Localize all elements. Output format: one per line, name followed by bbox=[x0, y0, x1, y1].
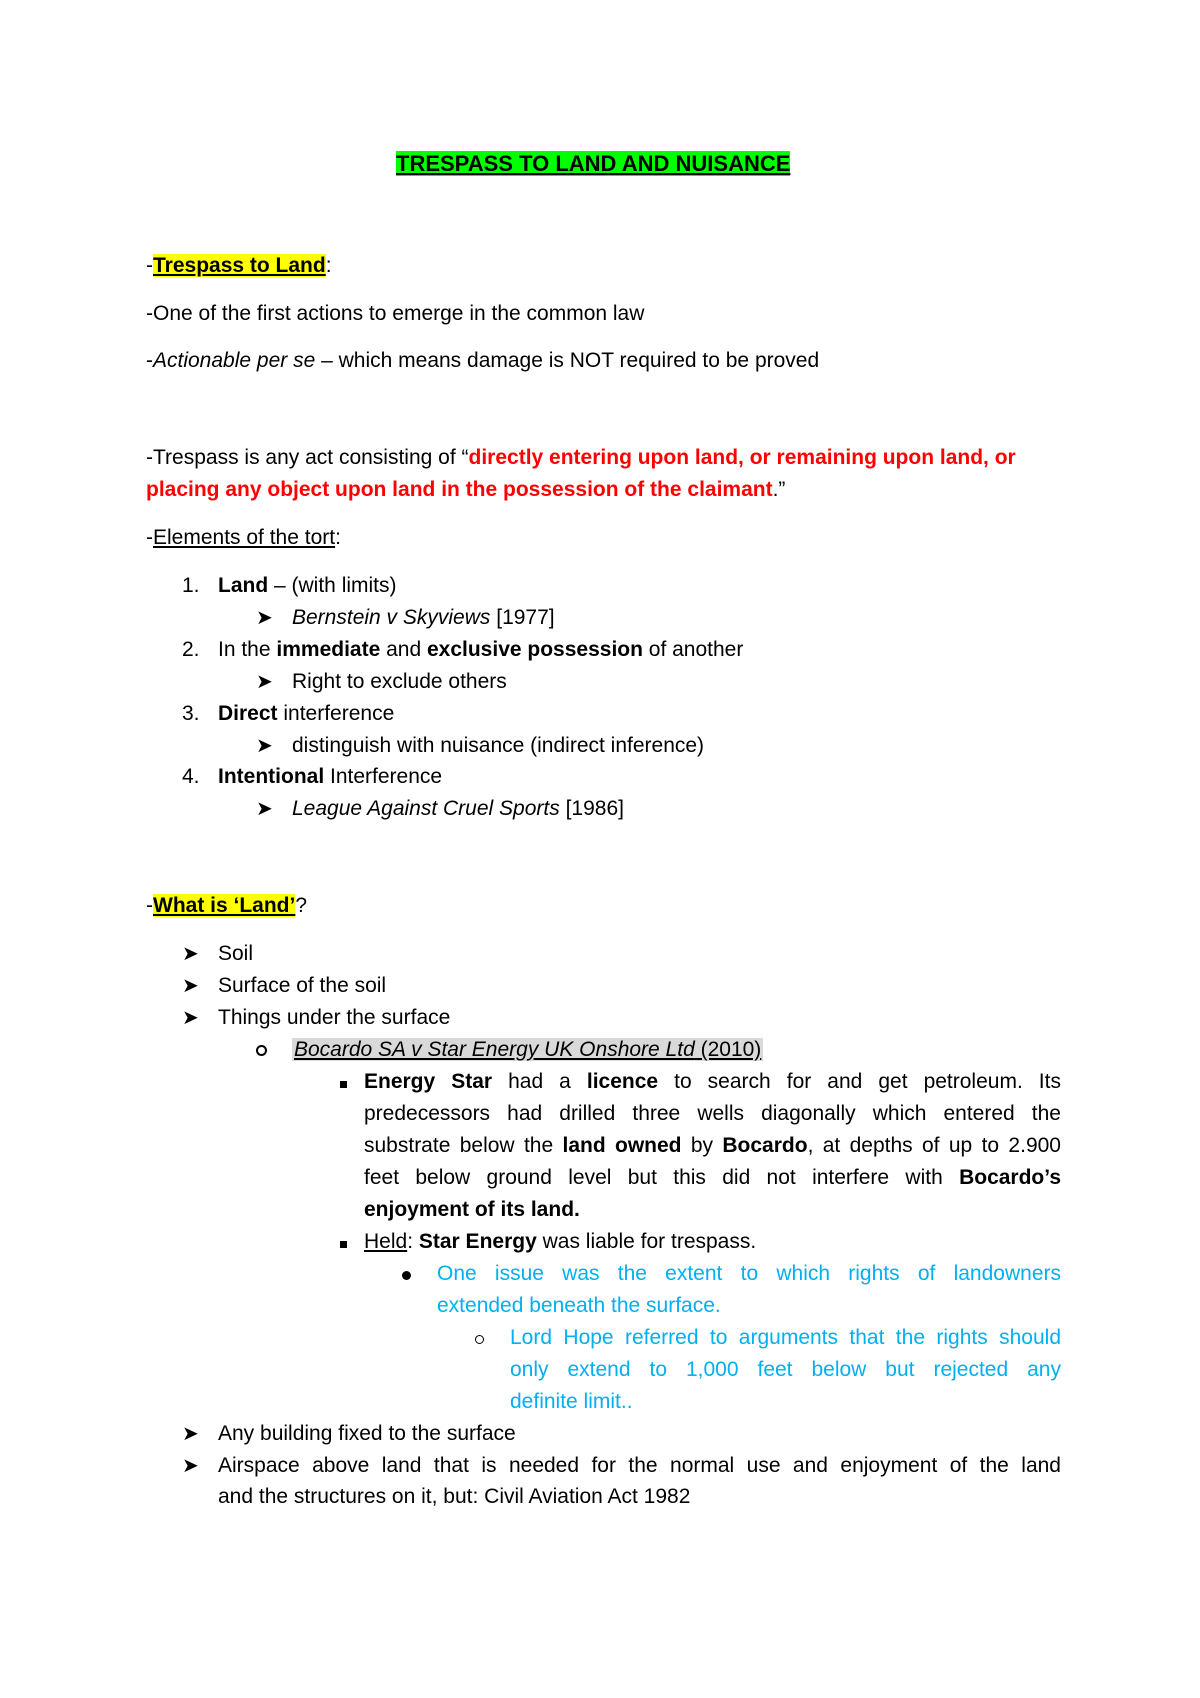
heading-text: Elements of the tort bbox=[153, 526, 336, 549]
paragraph-line: -One of the first actions to emerge in the common law bbox=[146, 302, 645, 325]
sub-item: distinguish with nuisance (indirect inference) bbox=[292, 734, 705, 757]
arrow-bullet-icon: ➤ bbox=[182, 1423, 199, 1445]
bold-term: Star Energy bbox=[418, 1230, 537, 1253]
text: was liable for trespass. bbox=[536, 1230, 757, 1253]
list-number: 3. bbox=[182, 702, 200, 725]
question-mark: ? bbox=[295, 894, 308, 917]
list-item bbox=[218, 763, 442, 791]
dash: - bbox=[146, 254, 153, 277]
arrow-bullet-icon: ➤ bbox=[256, 798, 273, 820]
bold-term: Energy Star bbox=[364, 1070, 493, 1093]
definition-quote: placing any object upon land in the possession of the claimant bbox=[146, 478, 773, 501]
arrow-bullet-icon: ➤ bbox=[256, 735, 273, 757]
definition-line-2 bbox=[146, 476, 785, 504]
title-text: TRESPASS TO LAND AND NUISANCE bbox=[396, 151, 791, 176]
list-item: Things under the surface bbox=[218, 1006, 451, 1029]
list-item bbox=[218, 636, 743, 664]
item-text: of another bbox=[642, 638, 744, 661]
case-name: League Against Cruel Sports bbox=[292, 797, 560, 820]
dash: - bbox=[146, 526, 153, 549]
definition-line-1 bbox=[146, 444, 1016, 472]
colon: : bbox=[407, 1230, 419, 1253]
definition-suffix: .” bbox=[772, 478, 786, 501]
issue-line: extended beneath the surface. bbox=[437, 1294, 721, 1317]
facts-line: predecessors had drilled three wells diagonally which entered the bbox=[364, 1102, 1061, 1125]
facts-line bbox=[364, 1132, 1061, 1160]
list-item: Surface of the soil bbox=[218, 974, 387, 997]
square-bullet-icon bbox=[340, 1068, 347, 1096]
arrow-bullet-icon: ➤ bbox=[182, 943, 199, 965]
bold-term: Bocardo bbox=[722, 1134, 808, 1157]
issue-line: One issue was the extent to which rights of landowners bbox=[437, 1262, 1061, 1285]
bold-term: enjoyment of its land bbox=[364, 1198, 575, 1221]
item-text: Interference bbox=[324, 765, 443, 788]
sub-item: Right to exclude others bbox=[292, 670, 507, 693]
held-line bbox=[364, 1228, 756, 1256]
list-item bbox=[218, 700, 394, 728]
bold-term: land owned bbox=[562, 1134, 682, 1157]
case-year: [1986] bbox=[559, 797, 624, 820]
dot-bullet-icon bbox=[402, 1260, 411, 1288]
paragraph-line bbox=[146, 347, 819, 375]
case-name: Bocardo SA v Star Energy UK Onshore Ltd bbox=[294, 1038, 695, 1061]
list-item bbox=[218, 572, 397, 600]
item-text: and bbox=[380, 638, 427, 661]
text: had a bbox=[492, 1070, 587, 1093]
section-heading-trespass bbox=[146, 252, 332, 280]
bold-term: Land bbox=[218, 574, 269, 597]
sub-item bbox=[292, 795, 624, 823]
bold-term: licence bbox=[586, 1070, 659, 1093]
colon: : bbox=[335, 526, 341, 549]
bold-term: Direct bbox=[218, 702, 278, 725]
list-item: Soil bbox=[218, 942, 254, 965]
hope-line: Lord Hope referred to arguments that the rights should bbox=[510, 1326, 1061, 1349]
dash: - bbox=[146, 349, 153, 372]
text: . bbox=[574, 1198, 580, 1221]
text: , at depths of up to 2.900 bbox=[807, 1134, 1061, 1157]
heading-text: Trespass to Land bbox=[153, 254, 326, 277]
hope-line: definite limit.. bbox=[510, 1390, 633, 1413]
sub-item bbox=[292, 604, 555, 632]
heading-text: What is ‘Land’ bbox=[153, 894, 296, 917]
item-text: interference bbox=[277, 702, 395, 725]
page-title bbox=[396, 150, 790, 179]
list-item: Any building fixed to the surface bbox=[218, 1422, 516, 1445]
bold-term: exclusive possession bbox=[426, 638, 643, 661]
list-item: Airspace above land that is needed for the normal use and enjoyment of the land bbox=[218, 1454, 1061, 1477]
hope-line: only extend to 1,000 feet below but rejected any bbox=[510, 1358, 1061, 1381]
ring-bullet-icon bbox=[256, 1036, 267, 1064]
elements-heading bbox=[146, 524, 341, 552]
bold-term: immediate bbox=[276, 638, 381, 661]
bold-term: Intentional bbox=[218, 765, 325, 788]
italic-term: Actionable per se bbox=[153, 349, 316, 372]
facts-line bbox=[364, 1196, 580, 1224]
text: by bbox=[681, 1134, 723, 1157]
arrow-bullet-icon: ➤ bbox=[256, 607, 273, 629]
arrow-bullet-icon: ➤ bbox=[182, 975, 199, 997]
ring-bullet-icon bbox=[475, 1324, 484, 1352]
case-year: (2010) bbox=[694, 1038, 762, 1061]
text: substrate below the bbox=[364, 1134, 563, 1157]
dash: - bbox=[146, 894, 153, 917]
definition-quote: directly entering upon land, or remaining upon land, or bbox=[468, 446, 1016, 469]
item-text: In the bbox=[218, 638, 277, 661]
held-label: Held bbox=[364, 1230, 408, 1253]
list-item-continuation: and the structures on it, but: Civil Aviation Act 1982 bbox=[218, 1485, 691, 1508]
list-number: 2. bbox=[182, 638, 200, 661]
arrow-bullet-icon: ➤ bbox=[182, 1455, 199, 1477]
colon: : bbox=[325, 254, 332, 277]
facts-line bbox=[364, 1164, 1061, 1192]
arrow-bullet-icon: ➤ bbox=[182, 1007, 199, 1029]
bold-term: Bocardo’s bbox=[959, 1166, 1061, 1189]
line-text: – which means damage is NOT required to be proved bbox=[315, 349, 820, 372]
item-text: – (with limits) bbox=[268, 574, 397, 597]
list-number: 1. bbox=[182, 574, 200, 597]
list-number: 4. bbox=[182, 765, 200, 788]
case-citation bbox=[292, 1036, 763, 1064]
case-year: [1977] bbox=[490, 606, 555, 629]
facts-line bbox=[364, 1068, 1061, 1096]
arrow-bullet-icon: ➤ bbox=[256, 671, 273, 693]
land-heading bbox=[146, 892, 307, 920]
case-name: Bernstein v Skyviews bbox=[292, 606, 491, 629]
square-bullet-icon bbox=[340, 1228, 347, 1256]
text: feet below ground level but this did not interfere with bbox=[364, 1166, 960, 1189]
text: to search for and get petroleum. Its bbox=[658, 1070, 1061, 1093]
definition-prefix: -Trespass is any act consisting of “ bbox=[146, 446, 469, 469]
